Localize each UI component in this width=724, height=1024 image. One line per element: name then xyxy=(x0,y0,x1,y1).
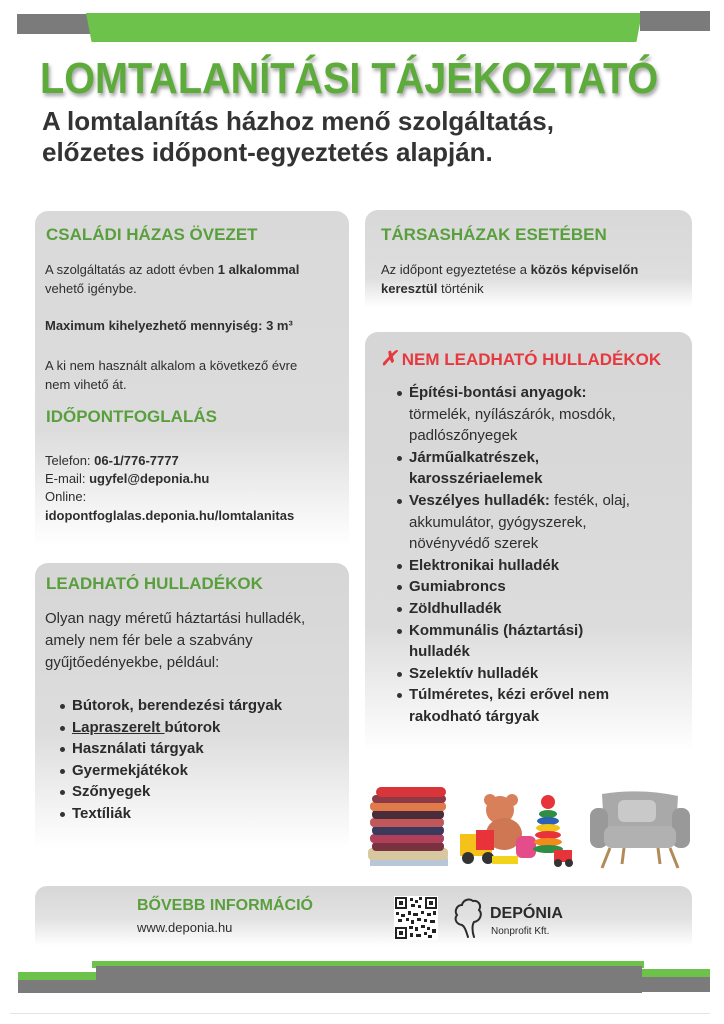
email-link[interactable]: ugyfel@deponia.hu xyxy=(89,471,210,486)
item-underlined-text: Lapraszerelt xyxy=(72,718,165,736)
rejected-waste-list xyxy=(409,382,689,728)
bottom-banner-green-left xyxy=(18,972,98,980)
bullet-icon xyxy=(397,607,402,612)
online-booking-link[interactable]: idopontfoglalas.deponia.hu/lomtalanitas xyxy=(45,508,295,523)
bullet-icon xyxy=(397,629,402,634)
rejected-waste-heading xyxy=(379,346,662,371)
phone-link[interactable]: 06-1/776-7777 xyxy=(94,453,179,468)
item-bold-text: Szelektív hulladék xyxy=(409,664,539,682)
rejected-waste-item xyxy=(409,447,689,490)
condo-bold: közös képviselőn keresztül xyxy=(381,262,639,296)
item-text: Használati tárgyak xyxy=(72,740,204,758)
bullet-icon xyxy=(397,564,402,569)
rejected-waste-item xyxy=(409,598,689,620)
item-detail-text: törmelék, nyílászárók, mosdók, padlószőnyegek xyxy=(409,405,616,445)
toys-image xyxy=(460,790,574,868)
condominium-text xyxy=(381,260,686,298)
condominium-heading: TÁRSASHÁZAK ESETÉBEN xyxy=(381,225,607,244)
bottom-banner-gray-middle xyxy=(96,966,642,993)
divider xyxy=(10,1013,710,1014)
item-text: Gyermekjátékok xyxy=(72,761,188,779)
item-text: Bútorok, berendezési tárgyak xyxy=(72,697,283,714)
page-title: LOMTALANÍTÁSI TÁJÉKOZTATÓ xyxy=(40,54,659,103)
x-mark-icon: ✗ xyxy=(379,348,401,370)
accepted-waste-list xyxy=(72,695,342,825)
website-link[interactable]: www.deponia.hu xyxy=(137,920,233,935)
item-text: Szőnyegek xyxy=(72,783,151,801)
accepted-waste-item xyxy=(72,803,342,825)
email-label: E-mail: xyxy=(45,471,90,486)
rejected-waste-item xyxy=(409,576,689,598)
bottom-banner-gray-left xyxy=(18,980,98,993)
rejected-waste-item xyxy=(409,382,689,447)
frequency-text: A szolgáltatás az adott évben xyxy=(45,262,218,277)
accepted-waste-intro: Olyan nagy méretű háztartási hulladék, amely nem fér bele a szabvány gyűjtőedényekbe, például: xyxy=(45,610,306,671)
qr-code-icon[interactable] xyxy=(394,896,438,940)
condo-text: Az időpont egyeztetése a xyxy=(381,262,531,277)
textile-stack-image xyxy=(364,786,452,866)
accepted-waste-item xyxy=(72,760,342,782)
item-bold-text: Járműalkatrészek, karosszériaelemek xyxy=(409,448,543,488)
bullet-icon xyxy=(397,456,402,461)
accepted-waste-item xyxy=(72,717,342,739)
bullet-icon xyxy=(60,812,65,817)
item-bold-text: Gumiabroncs xyxy=(409,578,506,596)
page-subtitle xyxy=(42,106,554,168)
item-detail-text: festék, olaj, akkumulátor, gyógyszerek, növényvédő szerek xyxy=(409,491,630,553)
accepted-waste-item xyxy=(72,695,342,717)
booking-heading: IDŐPONTFOGLALÁS xyxy=(46,407,217,426)
condo-text-end: történik xyxy=(437,281,484,296)
top-banner-gray-left xyxy=(17,14,92,34)
phone-label: Telefon: xyxy=(45,453,95,468)
item-text: Textíliák xyxy=(72,804,131,822)
bullet-icon xyxy=(397,499,402,504)
accepted-waste-item xyxy=(72,781,342,803)
rejected-waste-item xyxy=(409,684,689,727)
item-bold-text: Veszélyes hulladék: xyxy=(409,491,550,509)
bottom-banner-gray-right xyxy=(642,977,710,992)
item-bold-text: Zöldhulladék xyxy=(409,599,502,617)
family-zone-frequency xyxy=(45,260,345,298)
unused-note: A ki nem használt alkalom a következő évre nem vihető át. xyxy=(45,358,298,392)
bullet-icon xyxy=(397,391,402,396)
deponia-logo-name: DEPÓNIA xyxy=(490,905,563,922)
top-banner-green xyxy=(86,13,642,42)
item-bold-text: Elektronikai hulladék xyxy=(409,556,560,574)
armchair-image xyxy=(590,790,690,870)
more-info-heading: BŐVEBB INFORMÁCIÓ xyxy=(137,897,313,914)
bullet-icon xyxy=(60,769,65,774)
family-zone-heading: CSALÁDI HÁZAS ÖVEZET xyxy=(46,225,258,244)
deponia-logo-subtitle: Nonprofit Kft. xyxy=(491,926,550,937)
footer-info-panel xyxy=(35,886,692,946)
accepted-waste-heading: LEADHATÓ HULLADÉKOK xyxy=(46,574,263,593)
max-quantity: Maximum kihelyezhető mennyiség: 3 m³ xyxy=(45,318,293,333)
item-bold-text: Kommunális (háztartási) hulladék xyxy=(409,621,584,661)
rejected-heading-text: NEM LEADHATÓ HULLADÉKOK xyxy=(401,350,662,369)
booking-phone xyxy=(45,451,345,470)
subtitle-line: előzetes időpont-egyeztetés alapján. xyxy=(42,137,493,167)
booking-email xyxy=(45,469,345,488)
rejected-waste-item xyxy=(409,663,689,685)
frequency-text-end: vehető igénybe. xyxy=(45,281,137,296)
item-text: bútorok xyxy=(164,718,221,736)
frequency-bold: 1 alkalommal xyxy=(217,262,300,277)
bullet-icon xyxy=(60,726,65,731)
accepted-waste-item xyxy=(72,738,342,760)
rejected-waste-item xyxy=(409,620,689,663)
deponia-tree-logo-icon xyxy=(452,897,484,939)
item-bold-text: Építési-bontási anyagok: xyxy=(409,384,587,401)
bottom-banner-green-right xyxy=(642,969,710,977)
rejected-waste-item xyxy=(409,490,689,555)
bullet-icon xyxy=(397,672,402,677)
bullet-icon xyxy=(60,704,65,709)
subtitle-line: A lomtalanítás házhoz menő szolgáltatás, xyxy=(42,106,554,136)
rejected-waste-item xyxy=(409,555,689,577)
online-label: Online: xyxy=(45,489,87,504)
top-banner-gray-right xyxy=(640,11,710,31)
item-bold-text: Túlméretes, kézi erővel nem rakodható tárgyak xyxy=(409,686,610,725)
